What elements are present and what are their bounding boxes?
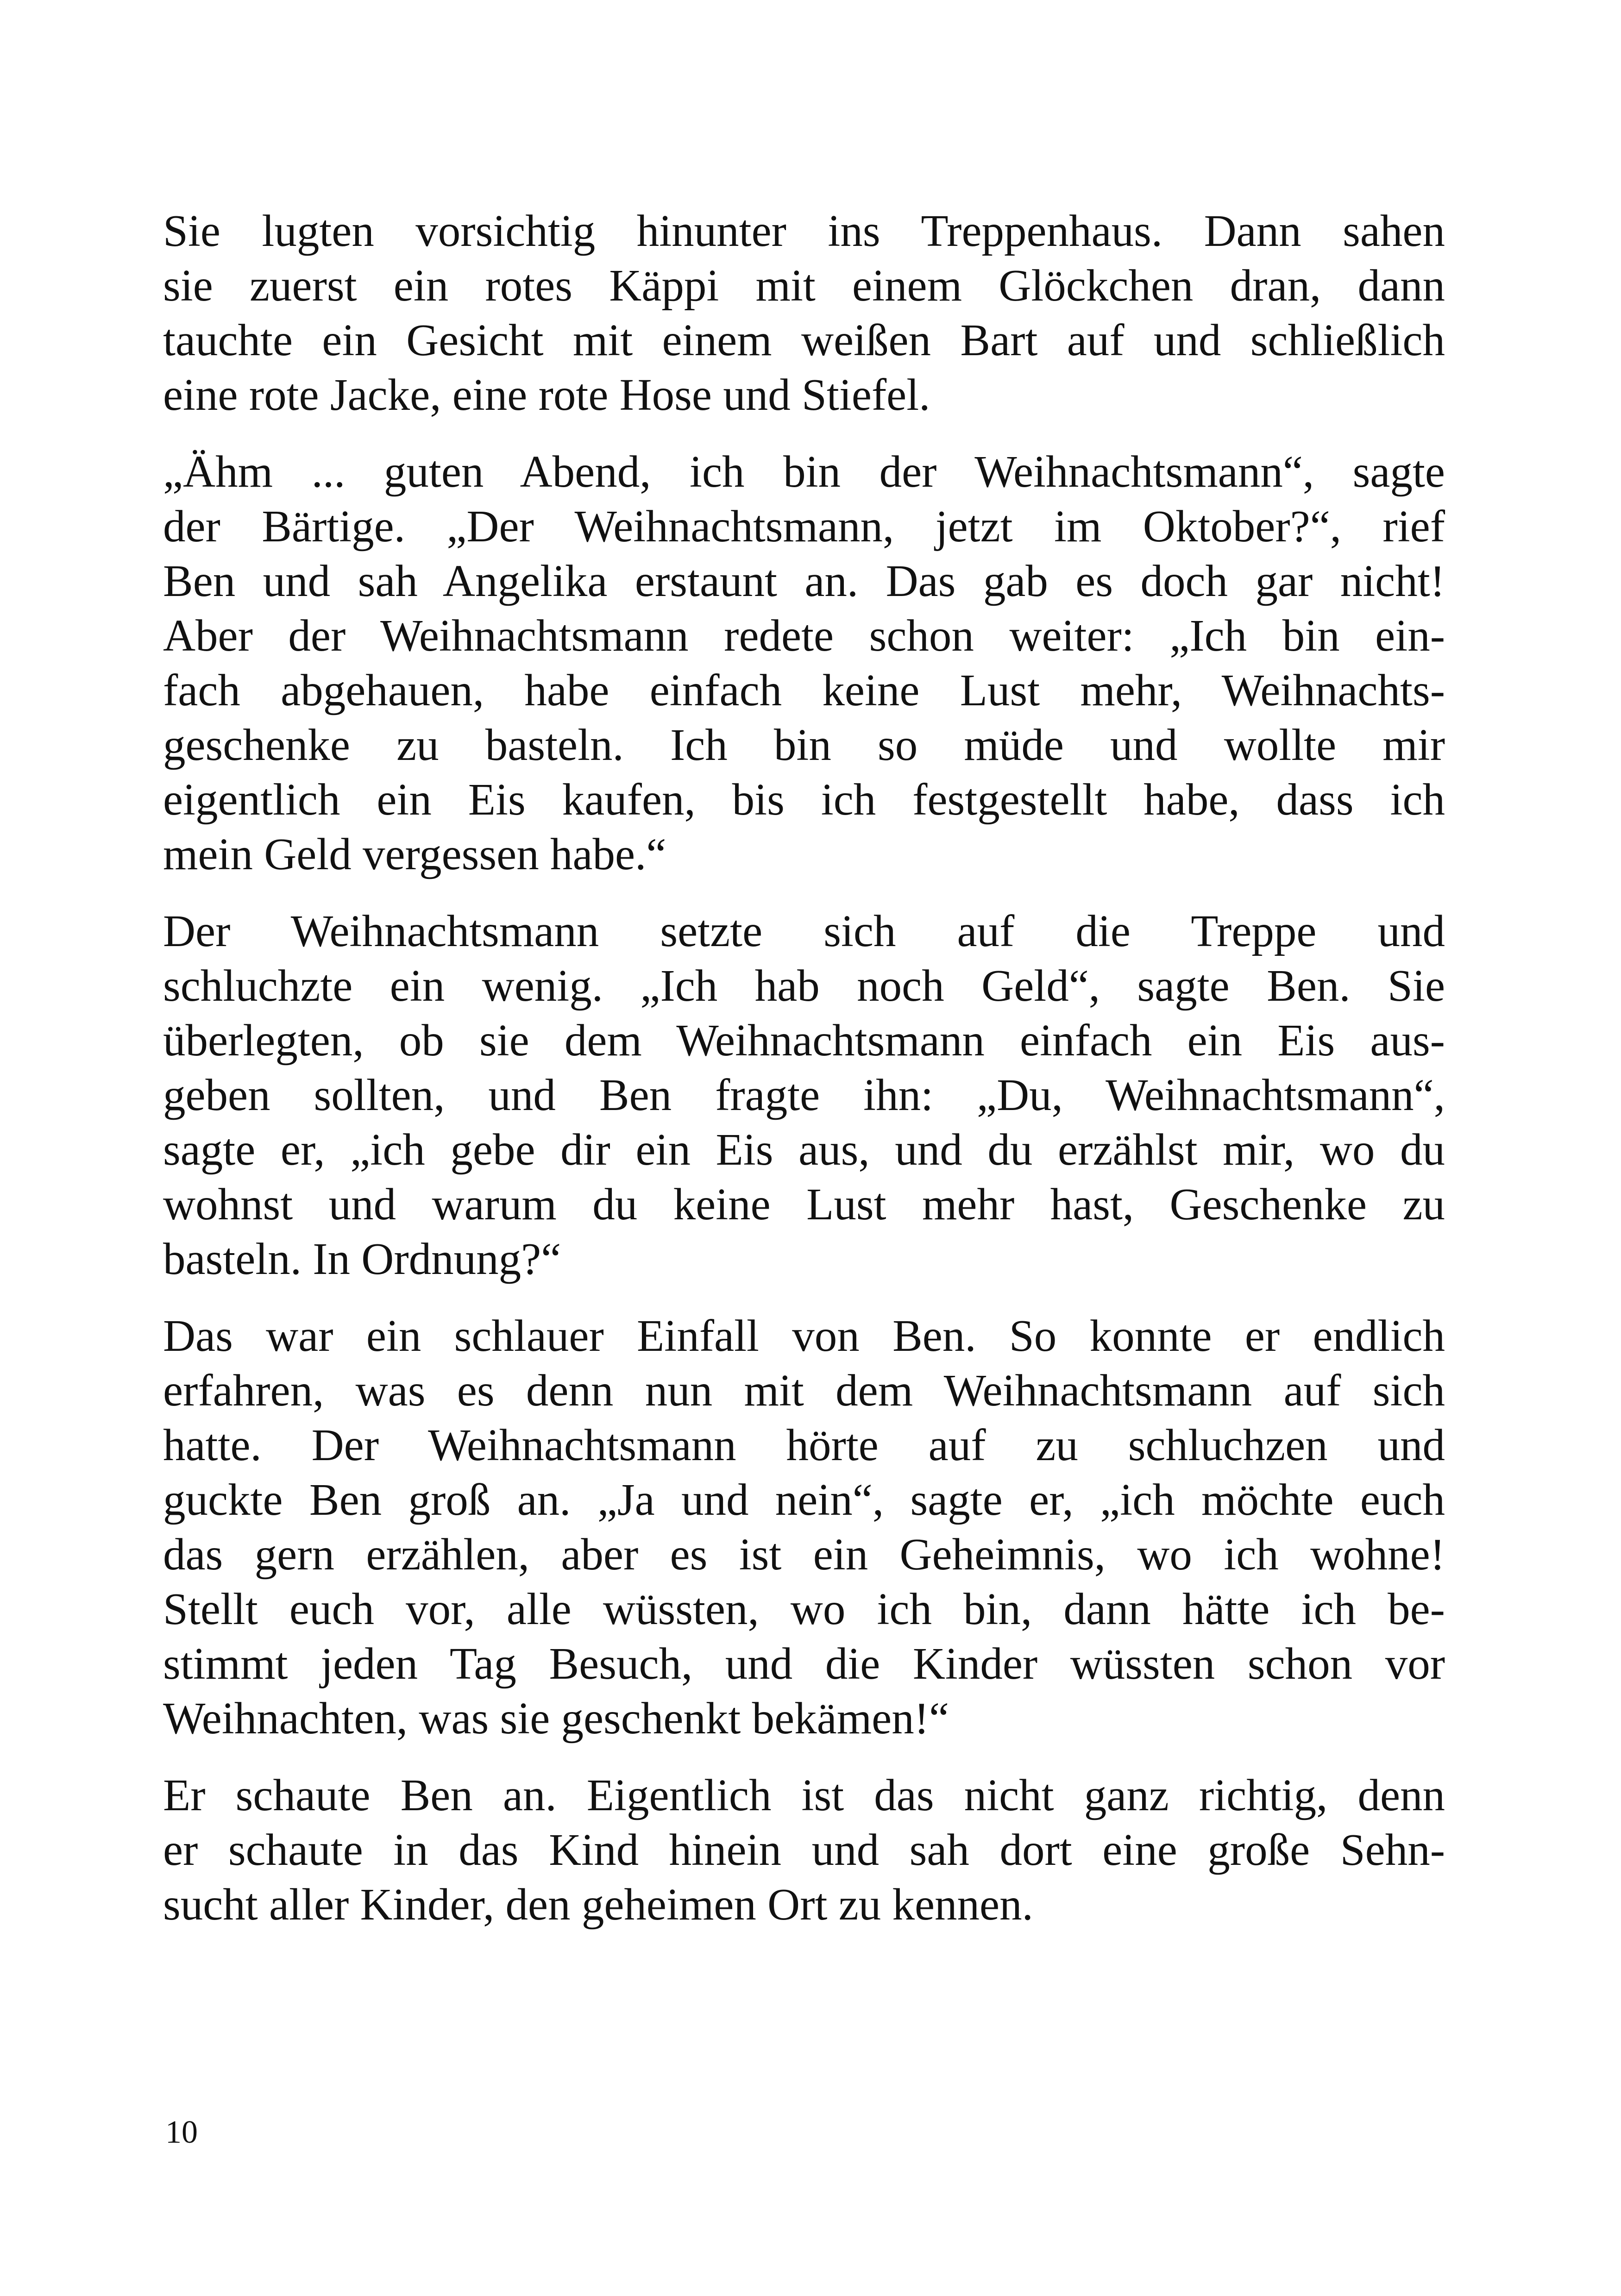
text-line: Der Weihnachtsmann setzte sich auf die Treppe und xyxy=(163,906,1445,956)
paragraph xyxy=(163,445,1445,882)
paragraph xyxy=(163,1768,1445,1932)
text-line: Das war ein schlauer Einfall von Ben. So konnte er endlich xyxy=(163,1311,1445,1361)
text-line: basteln. In Ordnung?“ xyxy=(163,1234,561,1284)
text-line: eigentlich ein Eis kaufen, bis ich festgestellt habe, dass ich xyxy=(163,775,1445,824)
paragraph xyxy=(163,204,1445,422)
text-line: Stellt euch vor, alle wüssten, wo ich bin, dann hätte ich be- xyxy=(163,1584,1445,1634)
text-line: stimmt jeden Tag Besuch, und die Kinder wüssten schon vor xyxy=(163,1639,1445,1688)
text-line: das gern erzählen, aber es ist ein Geheimnis, wo ich wohne! xyxy=(163,1530,1445,1579)
page-number: 10 xyxy=(165,2114,198,2150)
body-text xyxy=(163,204,1445,1954)
text-line: erfahren, was es denn nun mit dem Weihnachtsmann auf sich xyxy=(163,1366,1445,1415)
text-line: der Bärtige. „Der Weihnachtsmann, jetzt im Oktober?“, rief xyxy=(163,502,1445,551)
text-line: sucht aller Kinder, den geheimen Ort zu kennen. xyxy=(163,1880,1033,1929)
text-line: geschenke zu basteln. Ich bin so müde und wollte mir xyxy=(163,720,1445,770)
text-line: Sie lugten vorsichtig hinunter ins Treppenhaus. Dann sahen xyxy=(163,206,1445,256)
text-line: er schaute in das Kind hinein und sah dort eine große Sehn- xyxy=(163,1825,1445,1875)
text-line: Er schaute Ben an. Eigentlich ist das nicht ganz richtig, denn xyxy=(163,1770,1445,1820)
text-line: hatte. Der Weihnachtsmann hörte auf zu schluchzen und xyxy=(163,1420,1445,1470)
text-line: sie zuerst ein rotes Käppi mit einem Glöckchen dran, dann xyxy=(163,261,1445,310)
text-line: geben sollten, und Ben fragte ihn: „Du, Weihnachtsmann“, xyxy=(163,1070,1445,1120)
text-line: tauchte ein Gesicht mit einem weißen Bart auf und schließlich xyxy=(163,315,1445,365)
text-line: sagte er, „ich gebe dir ein Eis aus, und du erzählst mir, wo du xyxy=(163,1125,1445,1174)
text-line: guckte Ben groß an. „Ja und nein“, sagte er, „ich möchte euch xyxy=(163,1475,1445,1524)
text-line: eine rote Jacke, eine rote Hose und Stiefel. xyxy=(163,370,930,420)
text-line: wohnst und warum du keine Lust mehr hast, Geschenke zu xyxy=(163,1179,1445,1229)
text-line: „Ähm ... guten Abend, ich bin der Weihnachtsmann“, sagte xyxy=(163,447,1445,496)
paragraph xyxy=(163,1309,1445,1746)
text-line: schluchzte ein wenig. „Ich hab noch Geld“, sagte Ben. Sie xyxy=(163,961,1445,1010)
text-line: Aber der Weihnachtsmann redete schon weiter: „Ich bin ein- xyxy=(163,611,1445,660)
paragraph xyxy=(163,904,1445,1286)
text-line: Weihnachten, was sie geschenkt bekämen!“ xyxy=(163,1694,949,1743)
text-line: mein Geld vergessen habe.“ xyxy=(163,829,666,879)
text-line: überlegten, ob sie dem Weihnachtsmann einfach ein Eis aus- xyxy=(163,1016,1445,1065)
text-line: fach abgehauen, habe einfach keine Lust mehr, Weihnachts- xyxy=(163,665,1445,715)
text-line: Ben und sah Angelika erstaunt an. Das gab es doch gar nicht! xyxy=(163,556,1445,606)
